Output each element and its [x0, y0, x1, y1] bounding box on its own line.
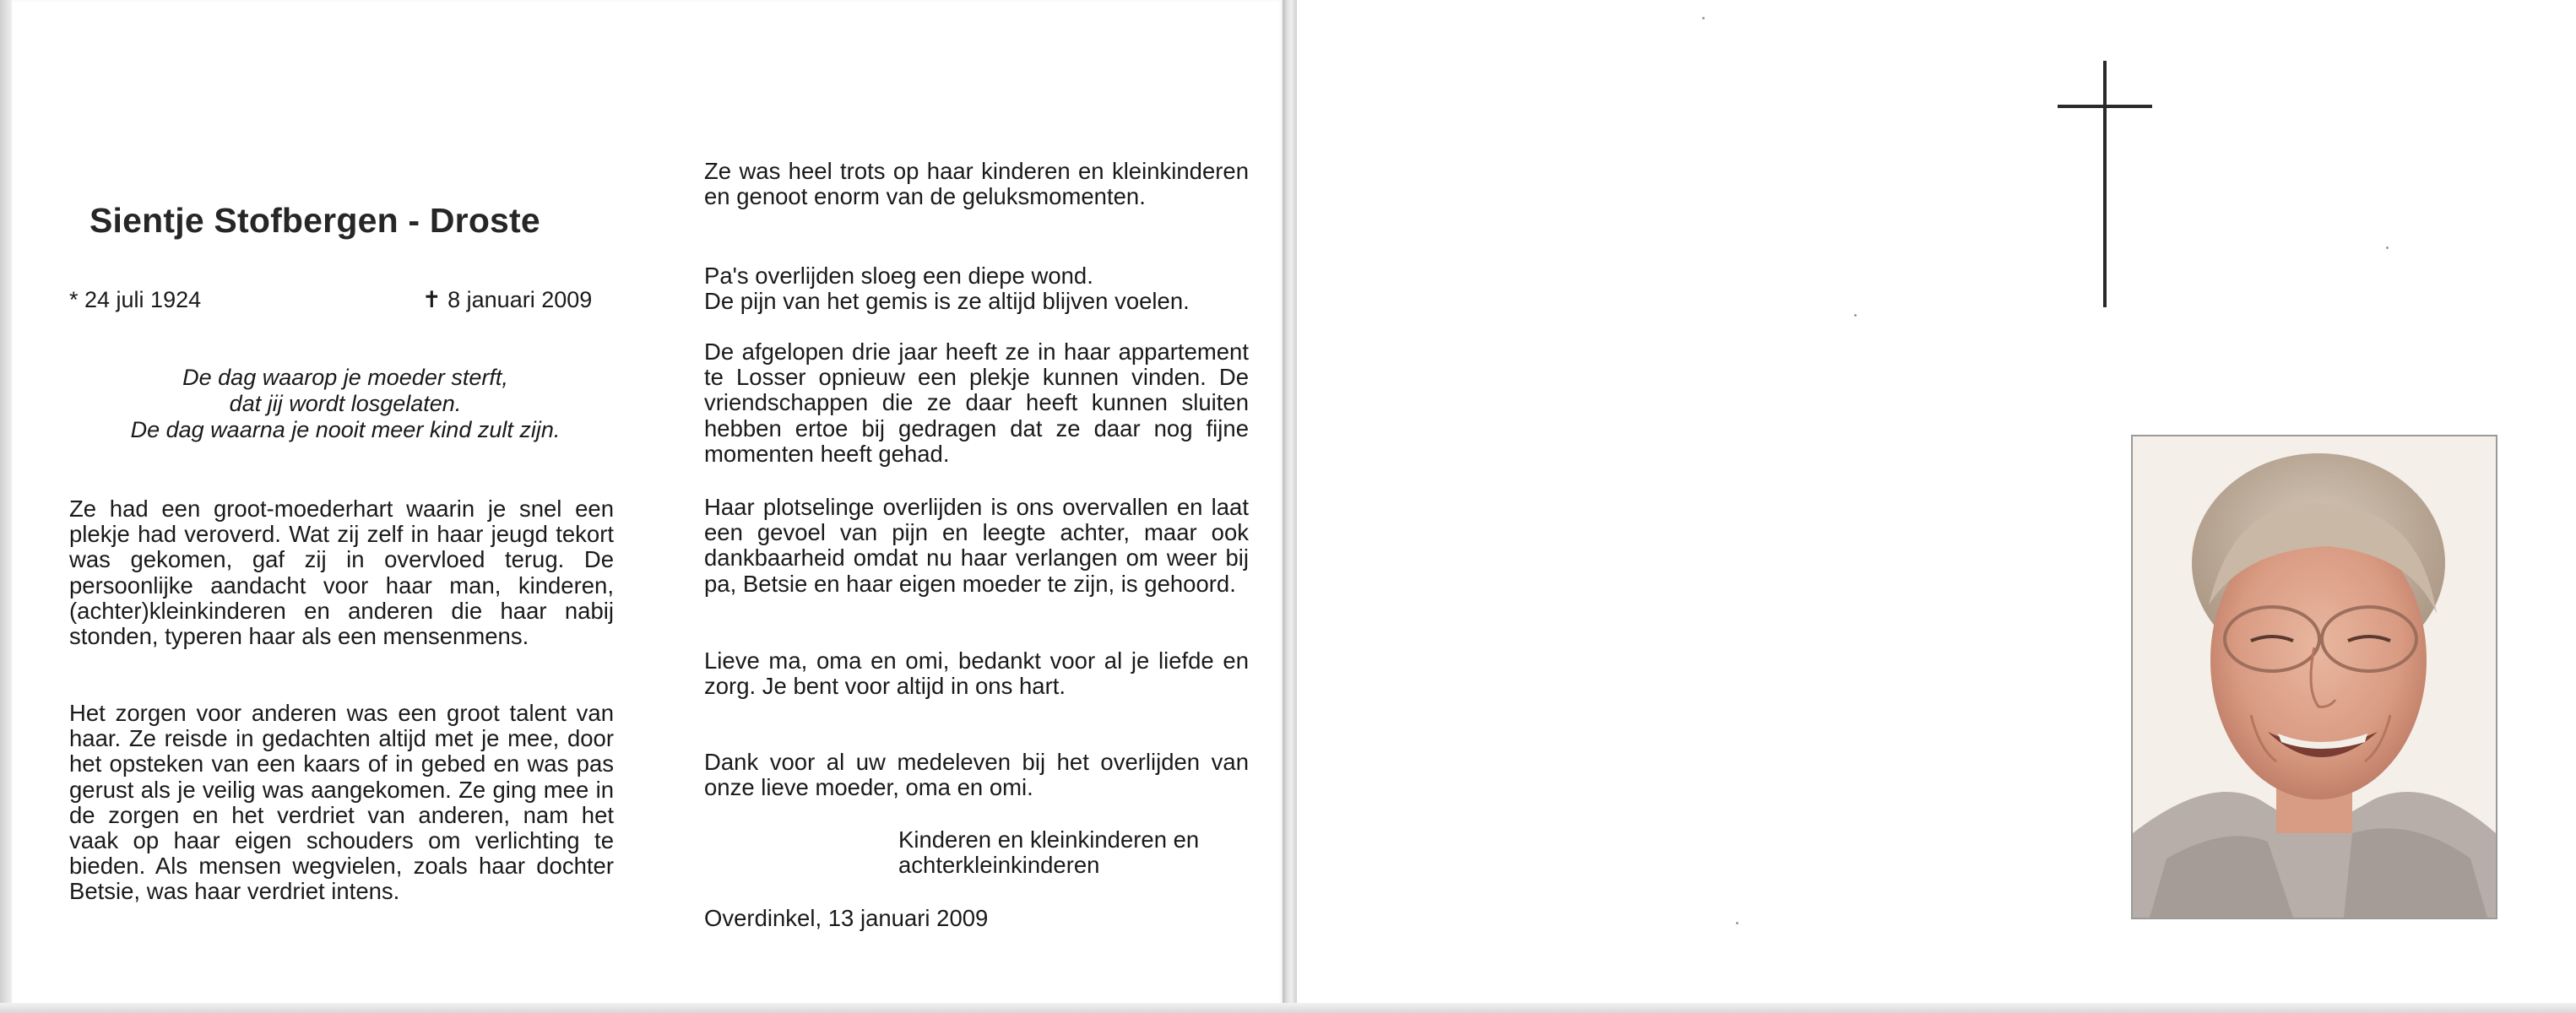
- portrait-photo: [2131, 435, 2497, 919]
- card-fold: [1283, 0, 1297, 1013]
- paper-speck: [1702, 17, 1705, 19]
- poem-line: De dag waarna je nooit meer kind zult zijn.: [130, 417, 561, 442]
- portrait-illustration: [2133, 436, 2496, 918]
- birth-date: * 24 juli 1924: [69, 287, 202, 312]
- cross-vertical-bar: [2103, 61, 2107, 307]
- scan-bottom-edge: [0, 1003, 2576, 1013]
- paragraph: Ze was heel trots op haar kinderen en kleinkinderen en genoot enorm van de geluksmomenten.: [704, 158, 1249, 210]
- poem-line: De dag waarop je moeder sterft,: [182, 365, 508, 390]
- signature: Kinderen en kleinkinderen en achterkleinkinderen: [898, 826, 1200, 879]
- paper-speck: [2386, 246, 2389, 249]
- paragraph: De afgelopen drie jaar heeft ze in haar appartement te Losser opnieuw een plekje kunnen vinden. De vriendschappen die ze daar heeft kunnen sluiten hebben ertoe bij gedragen dat ze daar nog fijne momenten heeft gehad.: [704, 339, 1249, 467]
- cross-icon: [2058, 61, 2152, 307]
- paragraph: Pa's overlijden sloeg een diepe wond. De pijn van het gemis is ze altijd blijven voelen.: [704, 263, 1190, 315]
- paragraph: Lieve ma, oma en omi, bedankt voor al je liefde en zorg. Je bent voor altijd in ons hart.: [704, 647, 1249, 700]
- poem: [71, 365, 620, 443]
- paragraph: Ze had een groot-moederhart waarin je snel een plekje had veroverd. Wat zij zelf in haar jeugd tekort was gekomen, gaf zij in overvloed terug. De persoonlijke aandacht voor haar man, kinderen, (achter)kleinkinderen en anderen die haar nabij stonden, typeren haar als een mensenmens.: [69, 496, 614, 650]
- poem-line: dat jij wordt losgelaten.: [229, 391, 462, 416]
- place-date: Overdinkel, 13 januari 2009: [704, 905, 989, 931]
- paper-speck: [1736, 922, 1738, 924]
- card-left-page: [12, 0, 1283, 1013]
- paragraph: Haar plotselinge overlijden is ons overvallen en laat een gevoel van pijn en leegte achter, maar ook dankbaarheid omdat nu haar verlangen om weer bij pa, Betsie en haar eigen moeder te zijn, is gehoord.: [704, 494, 1249, 597]
- paragraph: Dank voor al uw medeleven bij het overlijden van onze lieve moeder, oma en omi.: [704, 749, 1249, 801]
- paper-speck: [1854, 314, 1857, 317]
- death-date: ✝ 8 januari 2009: [422, 287, 593, 312]
- paragraph: Het zorgen voor anderen was een groot talent van haar. Ze reisde in gedachten altijd met je mee, door het opsteken van een kaars of in gebed en was pas gerust als je veilig was aangekomen. Ze ging mee in de zorgen en het verdriet van anderen, nam het vaak op haar eigen schouders om verlichting te bieden. Als mensen wegvielen, zoals haar dochter Betsie, was haar verdriet intens.: [69, 700, 614, 905]
- deceased-name: Sientje Stofbergen - Droste: [89, 201, 540, 240]
- card-left-edge: [0, 0, 12, 1013]
- cross-horizontal-bar: [2058, 105, 2152, 108]
